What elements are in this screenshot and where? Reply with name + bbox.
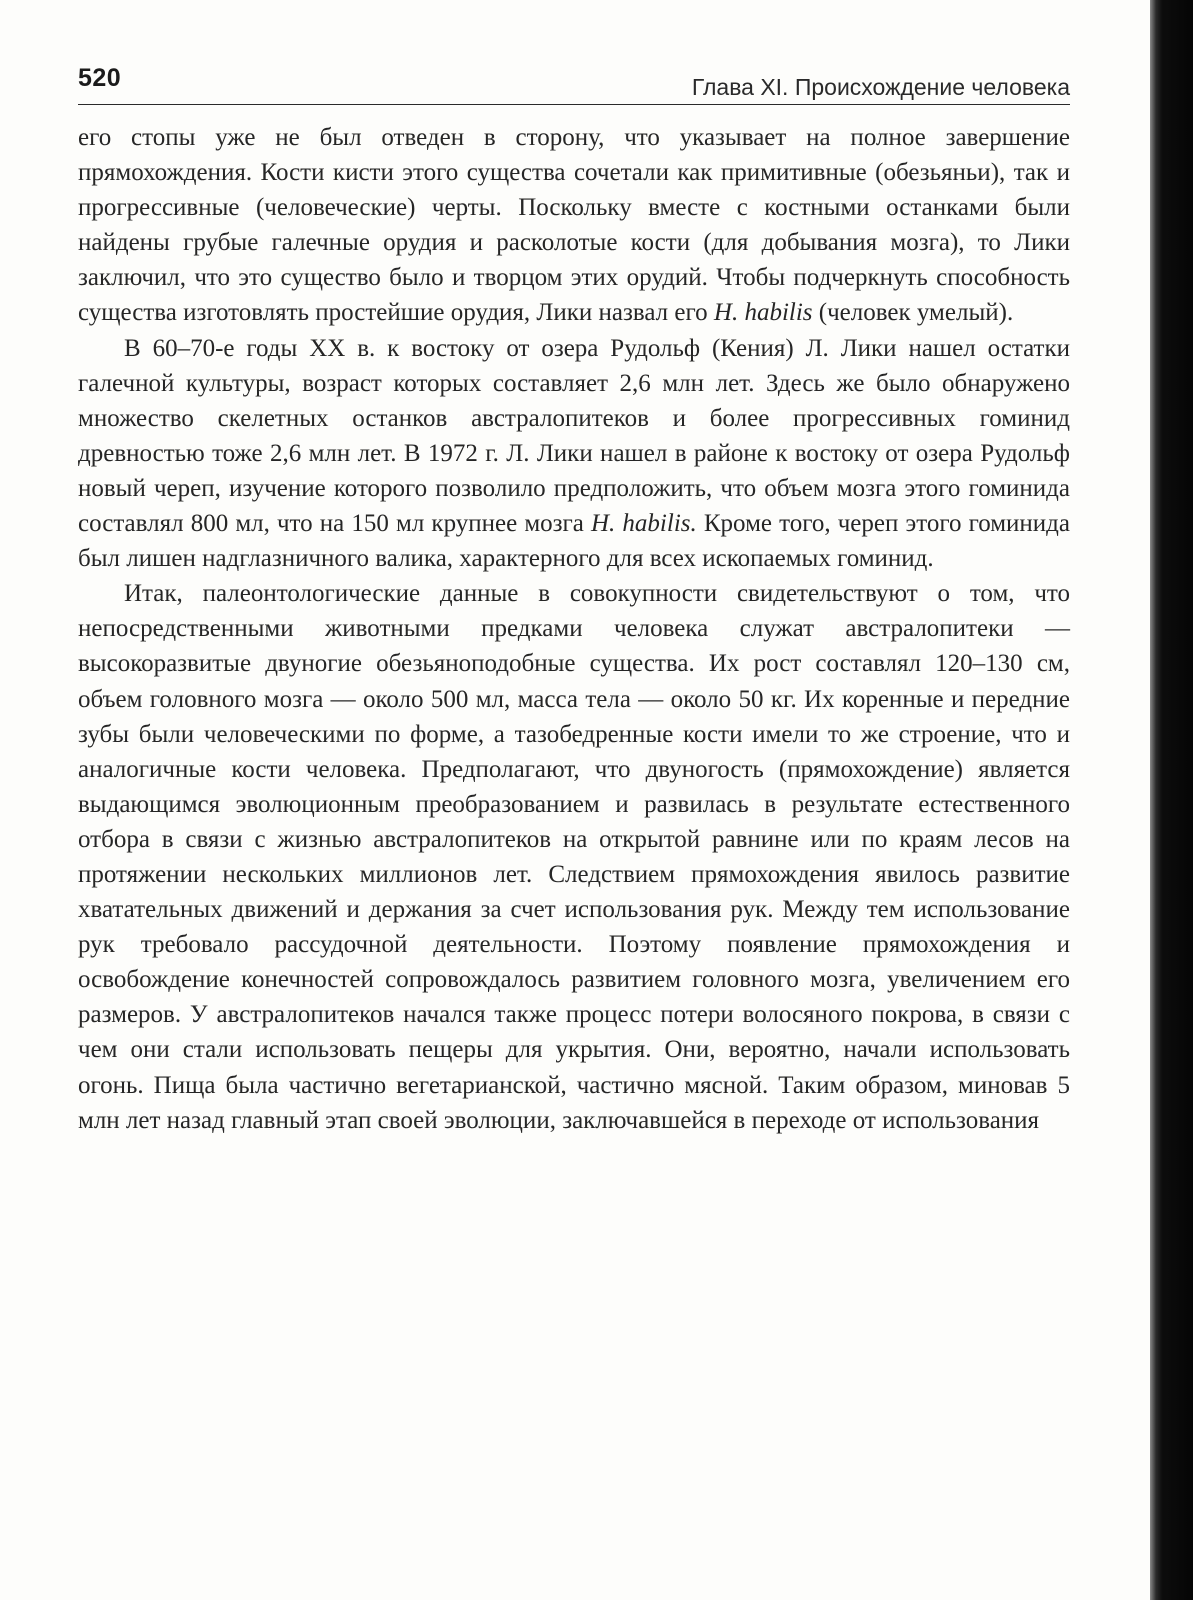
body-text <box>78 120 1070 1138</box>
paragraph-2-text-a: В 60–70-е годы XX в. к востоку от озера Рудольф (Кения) Л. Лики нашел остатки галечной культуры, возраст которых составляет 2,6 млн лет. Здесь же было обнаружено множество скелетных останков австралопитеков и более прогрессивных гоминид древностью тоже 2,6 млн лет. В 1972 г. Л. Лики нашел в районе к востоку от озера Рудольф новый череп, изучение которого позволило предположить, что объем мозга этого гоминида составлял 800 мл, что на 150 мл крупнее мозга <box>78 334 1070 538</box>
species-name-habilis: H. habilis <box>713 299 813 327</box>
paragraph-2 <box>78 331 1070 577</box>
paragraph-1-text-b: (человек умелый). <box>812 299 1014 327</box>
paragraph-3-text: Итак, палеонтологические данные в совокупности свидетельствуют о том, что непосредственными животными предками человека служат австралопитеки — высокоразвитые двуногие обезьяноподобные существа. Их рост составлял 120–130 см, объем головного мозга — около 500 мл, масса тела — около 50 кг. Их коренные и передние зубы были человеческими по форме, а тазобедренные кости имели то же строение, что и аналогичные кости человека. Предполагают, что двуногость (прямохождение) является выдающимся эволюционным преобразованием и развилась в результате естественного отбора в связи с жизнью австралопитеков на открытой равнине или по краям лесов на протяжении нескольких миллионов лет. Следствием прямохождения явилось развитие хватательных движений и держания за счет использования рук. Между тем использование рук требовало рассудочной деятельности. Поэтому появление прямохождения и освобождение конечностей сопровождалось развитием головного мозга, увеличением его размеров. У австралопитеков начался также процесс потери волосяного покрова, в связи с чем они стали использовать пещеры для укрытия. Они, вероятно, начали использовать огонь. Пища была частично вегетарианской, частично мясной. Таким образом, миновав 5 млн лет назад главный этап своей эволюции, заключавшейся в переходе от использования <box>78 580 1070 1134</box>
paragraph-3 <box>78 576 1070 1138</box>
running-header <box>78 62 1070 105</box>
paragraph-1 <box>78 120 1070 331</box>
species-name-habilis: H. habilis. <box>591 510 697 538</box>
paragraph-1-text-a: его стопы уже не был отведен в сторону, что указывает на полное завершение прямохождения. Кости кисти этого существа сочетали как примитивные (обезьяньи), так и прогрессивные (человеческие) черты. Поскольку вместе с костными останками были найдены грубые галечные орудия и расколотые кости (для добывания мозга), то Лики заключил, что это существо было и творцом этих орудий. Чтобы подчеркнуть способность существа изготовлять простейшие орудия, Лики назвал его <box>78 124 1070 327</box>
paragraph-2-text-b: Кроме того, череп этого гоминида был лишен надглазничного валика, характерного для всех ископаемых гоминид. <box>78 510 1070 573</box>
scan-binding-edge <box>1150 0 1193 1600</box>
chapter-title: Глава XI. Происхождение человека <box>691 74 1070 100</box>
page-number: 520 <box>78 64 122 92</box>
